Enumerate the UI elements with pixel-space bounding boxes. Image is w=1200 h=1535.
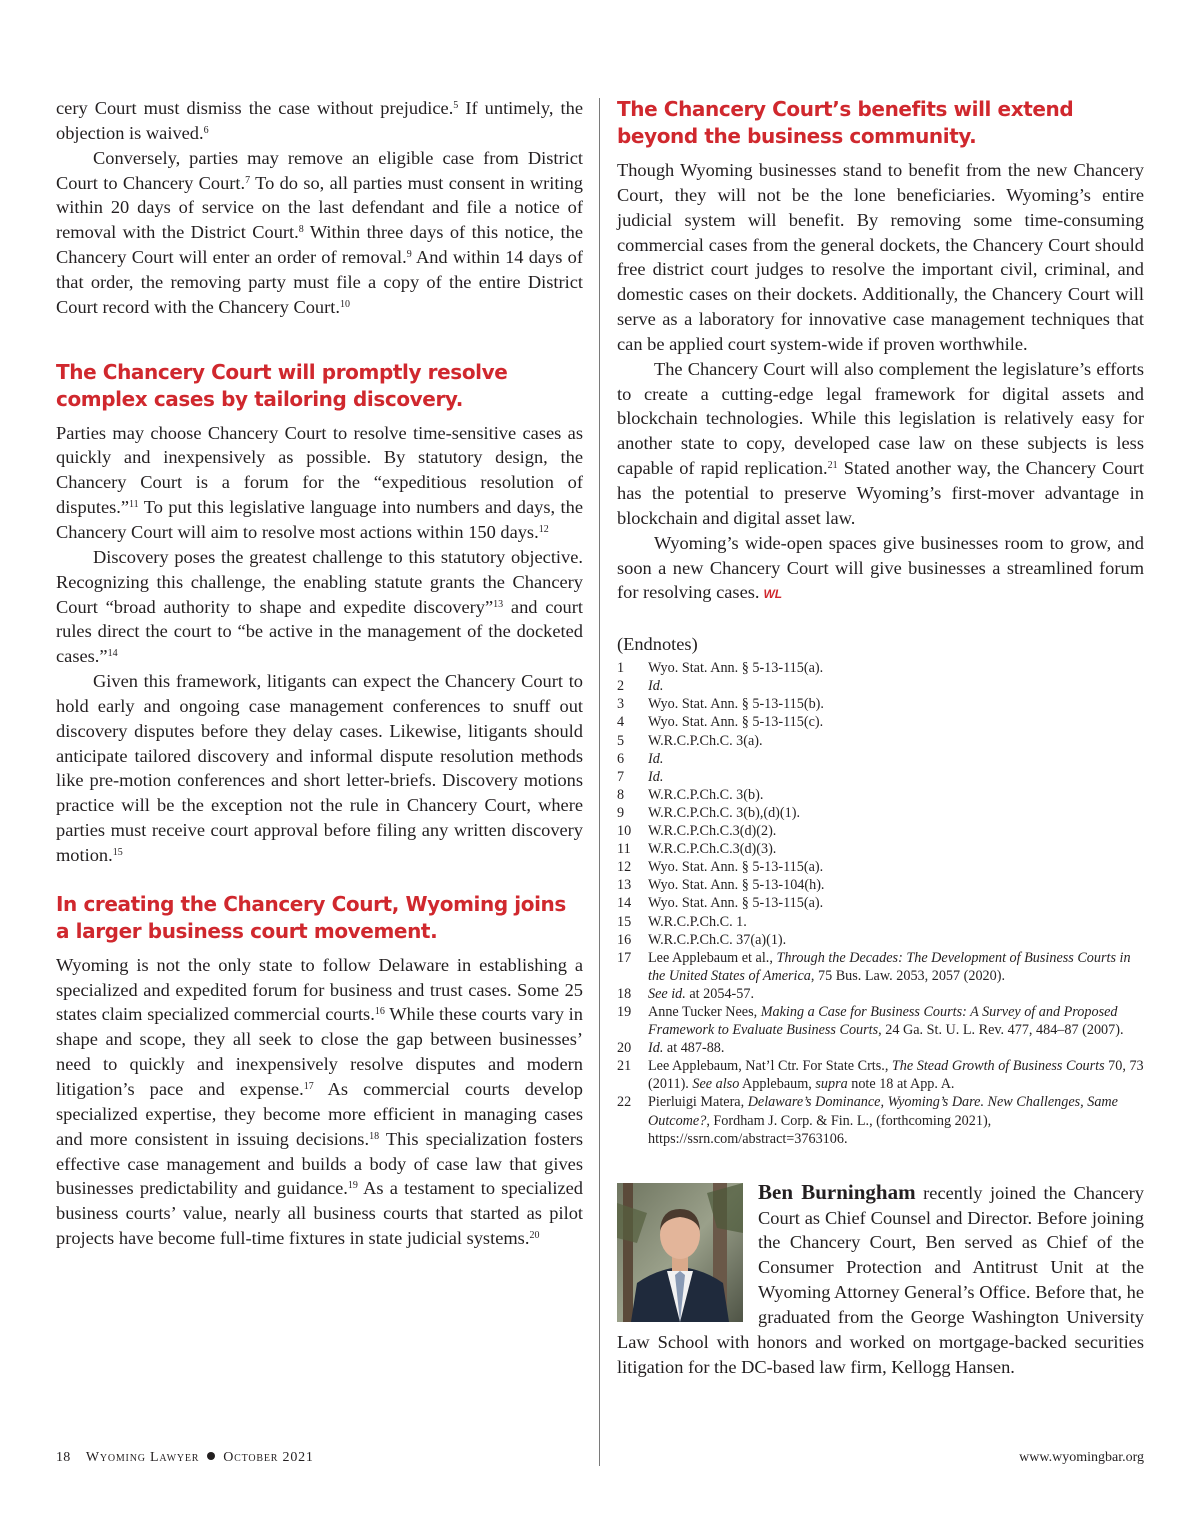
- endnote-item: [617, 804, 1144, 822]
- endnote-item: [617, 1003, 1144, 1039]
- endnote-text: Wyo. Stat. Ann. § 5-13-104(h).: [648, 877, 825, 894]
- endnote-number: 8: [617, 786, 625, 803]
- endnote-text: Id.: [648, 750, 664, 767]
- footnote-ref[interactable]: 20: [529, 1230, 540, 1242]
- endnote-number: 15: [617, 913, 632, 930]
- endnote-text: Lee Applebaum et al., Through the Decades: The Development of Business Courts in the United States of America, 75 Bus. Law. 2053, 2057 (2020).: [648, 949, 1131, 984]
- endnote-text: Pierluigi Matera, Delaware’s Dominance, Wyoming’s Dare. New Challenges, Same Outcome?, Fordham J. Corp. & Fin. L., (forthcoming 2021), https://ssrn.com/abstract=3763106.: [648, 1094, 1118, 1147]
- section-heading: The Chancery Court’s benefits will extend beyond the business community.: [617, 97, 1074, 148]
- endnote-text: Id.: [648, 678, 664, 695]
- endnote-text: Lee Applebaum, Nat’l Ctr. For State Crts., The Stead Growth of Business Courts 70, 73 (2011). See also Applebaum, supra note 18 at App. A.: [648, 1058, 1144, 1093]
- footnote-ref[interactable]: 13: [493, 598, 504, 610]
- endnote-item: [617, 1039, 1144, 1057]
- endnote-item: [617, 894, 1144, 912]
- endnote-item: [617, 1057, 1144, 1093]
- footnote-ref[interactable]: 12: [538, 523, 549, 535]
- endnote-number: 18: [617, 985, 632, 1002]
- author-name: Ben Burningham: [758, 1179, 916, 1204]
- section-heading: In creating the Chancery Court, Wyoming joins a larger business court movement.: [56, 891, 566, 943]
- endnote-item: [617, 822, 1144, 840]
- endnote-item: [617, 913, 1144, 931]
- endnote-number: 6: [617, 750, 625, 767]
- endnote-text: W.R.C.P.Ch.C. 3(a).: [648, 732, 763, 749]
- publication-name: Wyoming Lawyer: [85, 1450, 200, 1465]
- paragraph: Parties may choose Chancery Court to resolve time-sensitive cases as quickly and inexpensively as possible. By statutory design, the Chancery Court is a forum for the “expeditious resolution of disputes.”$^{11}$ To put this legislative language into numbers and days, the Chancery Court will aim to resolve most actions within 150 days.$^{12}$: [56, 422, 583, 542]
- endnote-item: [617, 659, 1144, 677]
- endnote-item: [617, 750, 1144, 768]
- paragraph: Though Wyoming businesses stand to benefit from the new Chancery Court, they will not be the lone beneficiaries. Wyoming’s entire judicial system will benefit. By removing some time-consuming commercial cases from the general dockets, the Chancery Court should free district court judges to resolve the important civil, criminal, and domestic cases on their dockets. Additionally, the Chancery Court will serve as a laboratory for innovative case management techniques that can be applied court system-wide if proven worthwhile.: [617, 160, 1144, 354]
- endnote-item: [617, 1093, 1144, 1147]
- endnote-text: Anne Tucker Nees, Making a Case for Business Courts: A Survey of and Proposed Framework to Evaluate Business Courts, 24 Ga. St. U. L. Rev. 477, 484–87 (2007).: [648, 1003, 1124, 1039]
- endnote-item: [617, 858, 1144, 876]
- endnote-text: Wyo. Stat. Ann. § 5-13-115(c).: [648, 714, 824, 731]
- endnote-number: 21: [617, 1058, 632, 1075]
- wl-end-mark: WL: [763, 587, 783, 602]
- footnote-ref[interactable]: 7: [245, 174, 251, 186]
- endnote-text: Id. at 487-88.: [648, 1040, 725, 1057]
- left-column: [56, 96, 583, 1251]
- footnote-ref[interactable]: 9: [406, 249, 412, 261]
- endnote-item: [617, 840, 1144, 858]
- endnote-list: [617, 659, 1144, 1148]
- right-column: [617, 96, 1144, 1379]
- endnote-number: 14: [617, 895, 632, 912]
- issue-date: October 2021: [223, 1450, 314, 1465]
- endnote-text: See id. at 2054-57.: [648, 985, 754, 1002]
- endnotes: [617, 632, 1144, 1148]
- footnote-ref[interactable]: 18: [369, 1130, 380, 1142]
- endnote-text: W.R.C.P.Ch.C. 3(b).: [648, 786, 764, 803]
- endnote-number: 19: [617, 1003, 632, 1020]
- endnote-number: 5: [617, 732, 625, 749]
- endnote-number: 10: [617, 823, 632, 840]
- website-link[interactable]: www.wyomingbar.org: [1019, 1450, 1144, 1465]
- endnote-number: 17: [617, 949, 632, 966]
- footnote-ref[interactable]: 16: [374, 1006, 385, 1018]
- endnote-text: Wyo. Stat. Ann. § 5-13-115(a).: [648, 660, 824, 677]
- endnote-number: 1: [617, 660, 625, 677]
- endnote-text: W.R.C.P.Ch.C.3(d)(2).: [648, 823, 777, 840]
- section-heading: The Chancery Court will promptly resolve complex cases by tailoring discovery.: [56, 359, 508, 411]
- paragraph: Given this framework, litigants can expect the Chancery Court to hold early and ongoing case management conferences to snuff out discovery disputes before they delay cases. Likewise, litigants should anticipate tailored discovery and informal dispute resolution methods like pre-motion conferences and short letter-briefs. Discovery motions practice will be the exception not the rule in Chancery Court, where parties must receive court approval before filing any written discovery motion.$^{15}$: [56, 671, 583, 865]
- endnote-number: 13: [617, 877, 632, 894]
- endnote-number: 4: [617, 714, 625, 731]
- endnote-number: 3: [617, 696, 625, 713]
- page-number: 18: [56, 1450, 71, 1465]
- endnote-number: 7: [617, 768, 625, 785]
- endnote-text: W.R.C.P.Ch.C. 37(a)(1).: [648, 931, 787, 948]
- endnote-number: 22: [617, 1094, 632, 1111]
- paragraph: Wyoming’s wide-open spaces give businesses room to grow, and soon a new Chancery Court will give businesses a streamlined forum for resolving cases. WL: [617, 532, 1144, 603]
- endnote-item: [617, 732, 1144, 750]
- bio-text: Ben Burningham recently joined the Chancery Court as Chief Counsel and Director. Before joining the Chancery Court, Ben served as Chief of the Consumer Protection and Antitrust Unit at the Wyoming Attorney General’s Office. Before that, he graduated from the George Washington University Law School with honors and worked on mortgage-backed securities litigation for the DC-based law firm, Kellogg Hansen.: [617, 1179, 1144, 1377]
- footnote-ref[interactable]: 19: [347, 1180, 358, 1192]
- footnote-ref[interactable]: 11: [129, 499, 139, 511]
- endnote-number: 20: [617, 1040, 632, 1057]
- endnote-number: 12: [617, 859, 632, 876]
- endnote-text: W.R.C.P.Ch.C. 3(b),(d)(1).: [648, 804, 800, 821]
- footnote-ref[interactable]: 14: [107, 648, 118, 660]
- endnote-text: Wyo. Stat. Ann. § 5-13-115(a).: [648, 859, 824, 876]
- endnote-text: Id.: [648, 768, 664, 785]
- paragraph: Wyoming is not the only state to follow Delaware in establishing a specialized and expedited forum for business and trust cases. Some 25 states claim specialized commercial courts.$^{16}$ While these courts vary in shape and scope, they all seek to close the gap between businesses’ need to quickly and inexpensively resolve disputes and modern litigation’s pace and expense.$^{17}$ As commercial courts develop specialized expertise, they become more efficient in managing cases and more consistent in issuing decisions.$^{18}$ This specialization fosters effective case management and builds a body of case law that gives businesses predictability and guidance.$^{19}$ As a testament to specialized business courts’ value, nearly all business courts that started as pilot projects have become full-time fixtures in state judicial systems.$^{20}$: [56, 954, 583, 1249]
- footnote-ref[interactable]: 10: [339, 298, 350, 310]
- endnotes-title: (Endnotes): [617, 634, 698, 655]
- endnote-text: W.R.C.P.Ch.C. 1.: [648, 913, 747, 930]
- footnote-ref[interactable]: 6: [203, 124, 209, 136]
- endnote-item: [617, 931, 1144, 949]
- endnote-number: 11: [617, 841, 631, 858]
- endnote-item: [617, 985, 1144, 1003]
- footnote-ref[interactable]: 15: [112, 846, 123, 858]
- column-divider: [599, 98, 600, 1466]
- endnote-text: W.R.C.P.Ch.C.3(d)(3).: [648, 841, 777, 858]
- paragraph: The Chancery Court will also complement the legislature’s efforts to create a cutting-edge legal framework for digital assets and blockchain technologies. While this legislation is relatively easy for another state to copy, developed case law on these subjects is less capable of rapid replication.$^{21}$ Stated another way, the Chancery Court has the potential to preserve Wyoming’s first-mover advantage in blockchain and digital asset law.: [617, 358, 1144, 528]
- paragraph: cery Court must dismiss the case without prejudice.$^5$ If untimely, the objection is waived.$^6$: [56, 98, 584, 143]
- author-bio: [617, 1180, 1144, 1380]
- endnote-item: [617, 713, 1144, 731]
- bullet-icon: [207, 1452, 215, 1460]
- endnote-item: [617, 677, 1144, 695]
- endnote-item: [617, 695, 1144, 713]
- endnote-item: [617, 876, 1144, 894]
- author-photo: [617, 1183, 743, 1322]
- endnote-number: 16: [617, 931, 632, 948]
- endnote-item: [617, 768, 1144, 786]
- footnote-ref[interactable]: 21: [827, 460, 838, 472]
- paragraph: Conversely, parties may remove an eligible case from District Court to Chancery Court.$^7$ To do so, all parties must consent in writing within 20 days of service on the last defendant and file a notice of removal with the District Court.$^8$ Within three days of this notice, the Chancery Court will enter an order of removal.$^9$ And within 14 days of that order, the removing party must file a copy of the entire District Court record with the Chancery Court.$^{10}$: [56, 147, 583, 317]
- footnote-ref[interactable]: 5: [453, 100, 459, 111]
- footnote-ref[interactable]: 17: [303, 1081, 314, 1092]
- endnote-number: 2: [617, 678, 625, 695]
- endnote-text: Wyo. Stat. Ann. § 5-13-115(b).: [648, 696, 824, 713]
- endnote-item: [617, 786, 1144, 804]
- paragraph: Discovery poses the greatest challenge to this statutory objective. Recognizing this challenge, the enabling statute grants the Chancery Court “broad authority to shape and expedite discovery”$^{13}$ and court rules direct the court to “be active in the management of the docketed cases.”$^{14}$: [56, 546, 583, 667]
- endnote-text: Wyo. Stat. Ann. § 5-13-115(a).: [648, 895, 824, 912]
- endnote-number: 9: [617, 804, 625, 821]
- footnote-ref[interactable]: 8: [298, 224, 304, 236]
- endnote-item: [617, 949, 1144, 985]
